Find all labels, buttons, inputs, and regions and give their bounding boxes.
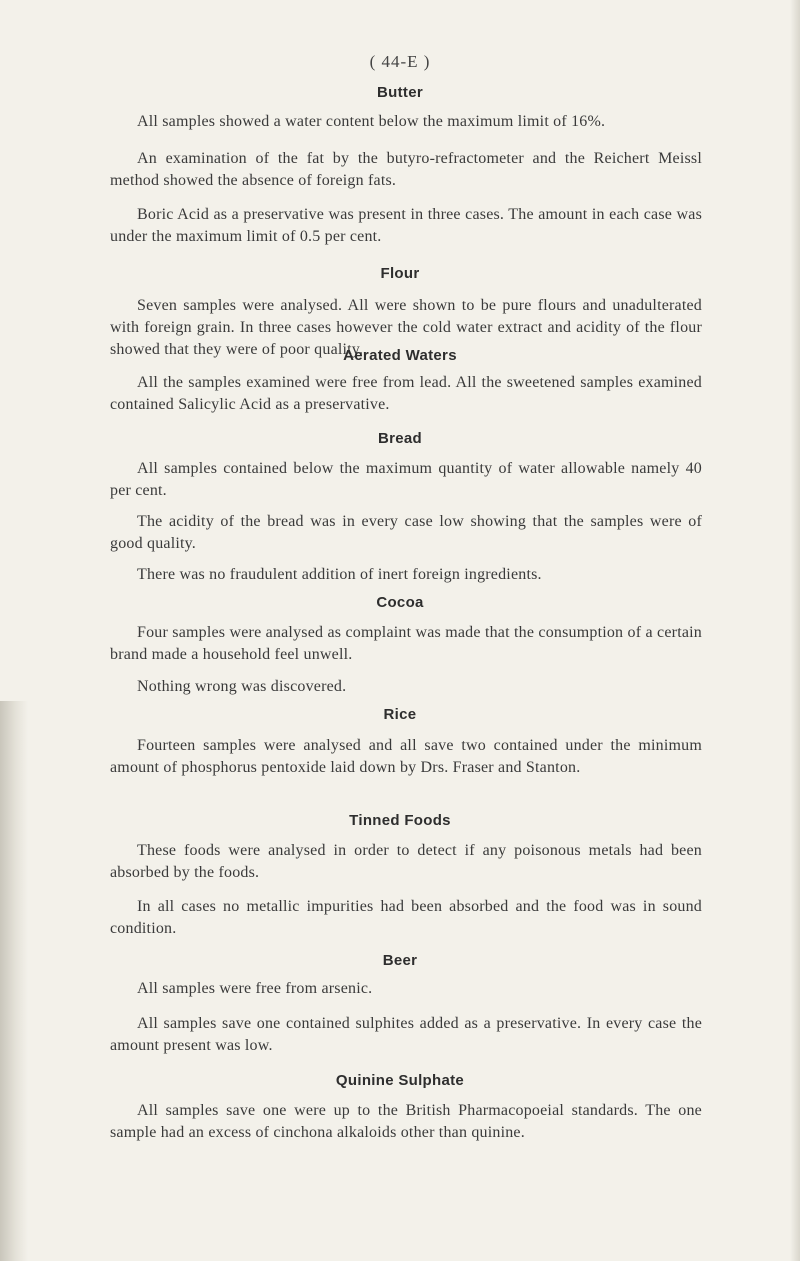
paragraph: Seven samples were analysed. All were shown to be pure flours and unadulterated with foreign grain. In three cases however the cold water extract and acidity of the flour showed that they were of poor quality.: [110, 297, 702, 358]
heading-rice: Rice: [383, 706, 417, 723]
heading-bread: Bread: [377, 430, 423, 447]
paragraph: Fourteen samples were analysed and all save two contained under the minimum amount of phosphorus pentoxide laid down by Drs. Fraser and Stanton.: [110, 737, 702, 776]
paragraph: Nothing wrong was discovered.: [137, 678, 347, 695]
paragraph: All samples save one contained sulphites added as a preservative. In every case the amount present was low.: [110, 1015, 702, 1054]
paragraph: All the samples examined were free from lead. All the sweetened samples examined contained Salicylic Acid as a preservative.: [110, 374, 702, 413]
binding-shadow: [0, 701, 28, 1261]
heading-beer: Beer: [382, 952, 418, 969]
paragraph: Four samples were analysed as complaint was made that the consumption of a certain brand made a household feel unwell.: [110, 624, 702, 663]
heading-quinine-sulphate: Quinine Sulphate: [335, 1072, 465, 1089]
paragraph: In all cases no metallic impurities had been absorbed and the food was in sound condition.: [110, 898, 702, 937]
heading-butter: Butter: [377, 84, 423, 101]
paragraph: All samples were free from arsenic.: [137, 980, 373, 997]
paragraph: All samples showed a water content below the maximum limit of 16%.: [137, 113, 606, 130]
heading-cocoa: Cocoa: [376, 594, 424, 611]
heading-tinned-foods: Tinned Foods: [349, 812, 451, 829]
paragraph: An examination of the fat by the butyro-refractometer and the Reichert Meissl method showed the absence of foreign fats.: [110, 150, 702, 189]
page-number: ( 44-E ): [369, 52, 431, 71]
paragraph: The acidity of the bread was in every case low showing that the samples were of good quality.: [110, 513, 702, 552]
paragraph: All samples save one were up to the British Pharmacopoeial standards. The one sample had an excess of cinchona alkaloids other than quinine.: [110, 1102, 702, 1141]
heading-flour: Flour: [380, 265, 420, 282]
heading-aerated-waters: Aerated Waters: [343, 347, 457, 364]
paragraph: There was no fraudulent addition of inert foreign ingredients.: [137, 566, 542, 583]
paragraph: All samples contained below the maximum quantity of water allowable namely 40 per cent.: [110, 460, 702, 499]
paragraph: Boric Acid as a preservative was present in three cases. The amount in each case was under the maximum limit of 0.5 per cent.: [110, 206, 702, 245]
paragraph: These foods were analysed in order to detect if any poisonous metals had been absorbed by the foods.: [110, 842, 702, 881]
